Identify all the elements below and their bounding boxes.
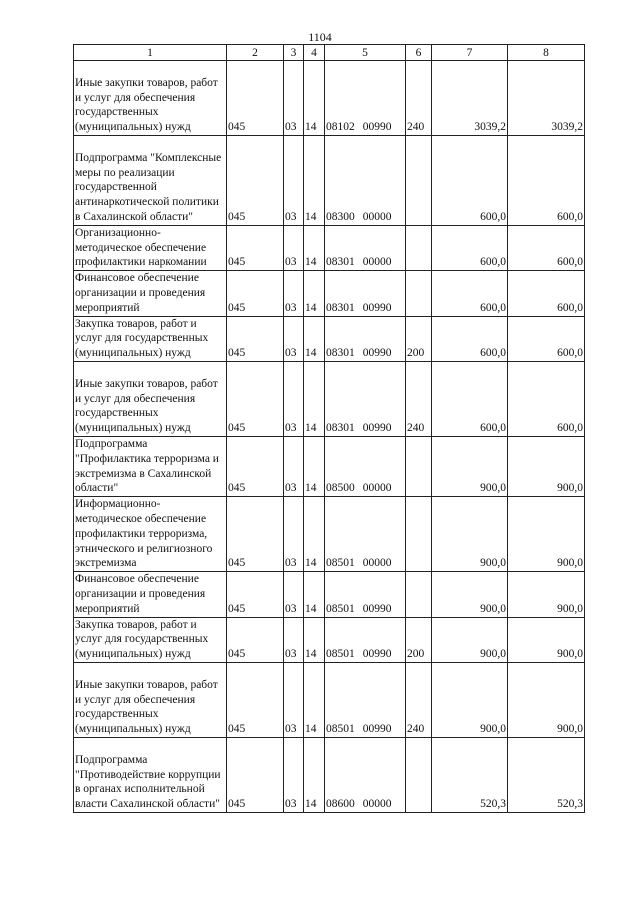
row-col5-cell (325, 61, 406, 136)
row-col5-cell (325, 271, 406, 316)
row-col8-cell: 600,0 (508, 136, 585, 226)
target-article-code: 08301 (326, 301, 355, 314)
row-col8-cell: 900,0 (508, 662, 585, 737)
expense-direction-code: 00990 (362, 422, 392, 435)
row-col3-cell: 03 (284, 61, 304, 136)
row-name-cell: Организационно-методическое обеспечение профилактики наркомании (74, 225, 227, 270)
row-name-cell: Подпрограмма "Комплексные меры по реализации государственной антинаркотической политики в Сахалинской области" (74, 136, 227, 226)
row-col5-cell (325, 136, 406, 226)
row-col7-cell: 600,0 (432, 225, 508, 270)
row-col8-cell: 600,0 (508, 225, 585, 270)
target-article-code: 08501 (326, 723, 355, 736)
row-col2-cell: 045 (227, 271, 284, 316)
row-col3-cell: 03 (284, 617, 304, 662)
row-col5-cell (325, 225, 406, 270)
row-col3-cell: 03 (284, 497, 304, 572)
row-col6-cell (406, 572, 432, 617)
row-col7-cell: 600,0 (432, 271, 508, 316)
row-col6-cell: 240 (406, 361, 432, 436)
table-row (74, 497, 585, 572)
budget-table (73, 44, 585, 813)
row-col7-cell: 600,0 (432, 361, 508, 436)
row-col8-cell: 900,0 (508, 497, 585, 572)
column-header-2: 2 (227, 45, 284, 61)
row-col6-cell (406, 497, 432, 572)
table-row (74, 662, 585, 737)
row-col6-cell: 240 (406, 61, 432, 136)
row-col6-cell (406, 136, 432, 226)
row-col5-cell (325, 497, 406, 572)
row-col7-cell: 900,0 (432, 572, 508, 617)
row-col7-cell: 900,0 (432, 436, 508, 496)
expense-direction-code: 00990 (362, 602, 392, 615)
table-row (74, 225, 585, 270)
expense-direction-code: 00990 (362, 121, 392, 134)
target-article-code: 08501 (326, 602, 355, 615)
row-col3-cell: 03 (284, 662, 304, 737)
row-col4-cell: 14 (304, 436, 325, 496)
header-row (74, 45, 585, 61)
row-col7-cell: 3039,2 (432, 61, 508, 136)
target-article-code: 08600 (326, 798, 355, 811)
row-col4-cell: 14 (304, 225, 325, 270)
row-name-cell: Закупка товаров, работ и услуг для государственных (муниципальных) нужд (74, 617, 227, 662)
target-article-code: 08500 (326, 482, 355, 495)
row-col2-cell: 045 (227, 61, 284, 136)
table-row (74, 61, 585, 136)
target-article-code: 08102 (326, 121, 355, 134)
row-col2-cell: 045 (227, 436, 284, 496)
row-col4-cell: 14 (304, 572, 325, 617)
row-col4-cell: 14 (304, 662, 325, 737)
table-row (74, 572, 585, 617)
row-name-cell: Иные закупки товаров, работ и услуг для обеспечения государственных (муниципальных) нужд (74, 361, 227, 436)
table-row (74, 271, 585, 316)
row-col2-cell: 045 (227, 497, 284, 572)
row-name-cell: Закупка товаров, работ и услуг для государственных (муниципальных) нужд (74, 316, 227, 361)
row-col8-cell: 600,0 (508, 316, 585, 361)
expense-direction-code: 00000 (362, 482, 392, 495)
row-col3-cell: 03 (284, 225, 304, 270)
expense-direction-code: 00000 (362, 256, 392, 269)
row-col5-cell (325, 316, 406, 361)
target-article-code: 08501 (326, 557, 355, 570)
target-article-code: 08301 (326, 422, 355, 435)
table-row (74, 617, 585, 662)
target-article-code: 08501 (326, 648, 355, 661)
row-col6-cell (406, 225, 432, 270)
table-row (74, 737, 585, 812)
column-header-4: 4 (304, 45, 325, 61)
row-name-cell: Иные закупки товаров, работ и услуг для обеспечения государственных (муниципальных) нужд (74, 662, 227, 737)
expense-direction-code: 00990 (362, 723, 392, 736)
row-col3-cell: 03 (284, 572, 304, 617)
row-col3-cell: 03 (284, 436, 304, 496)
expense-direction-code: 00000 (362, 557, 392, 570)
row-name-cell: Иные закупки товаров, работ и услуг для обеспечения государственных (муниципальных) нужд (74, 61, 227, 136)
row-col7-cell: 600,0 (432, 136, 508, 226)
expense-direction-code: 00990 (362, 648, 392, 661)
row-col4-cell: 14 (304, 136, 325, 226)
row-col7-cell: 900,0 (432, 617, 508, 662)
row-col5-cell (325, 361, 406, 436)
expense-direction-code: 00990 (362, 347, 392, 360)
column-header-5: 5 (325, 45, 406, 61)
target-article-code: 08301 (326, 256, 355, 269)
row-col8-cell: 3039,2 (508, 61, 585, 136)
row-col8-cell: 900,0 (508, 572, 585, 617)
row-col3-cell: 03 (284, 361, 304, 436)
row-col2-cell: 045 (227, 572, 284, 617)
row-col6-cell (406, 436, 432, 496)
target-article-code: 08300 (326, 211, 355, 223)
row-col6-cell: 200 (406, 316, 432, 361)
row-col4-cell: 14 (304, 737, 325, 812)
table-row (74, 316, 585, 361)
row-name-cell: Финансовое обеспечение организации и проведения мероприятий (74, 271, 227, 316)
row-col4-cell: 14 (304, 617, 325, 662)
row-col4-cell: 14 (304, 316, 325, 361)
row-col8-cell: 600,0 (508, 361, 585, 436)
row-col3-cell: 03 (284, 737, 304, 812)
row-col7-cell: 900,0 (432, 497, 508, 572)
column-header-8: 8 (508, 45, 585, 61)
row-col2-cell: 045 (227, 662, 284, 737)
row-name-cell: Подпрограмма "Противодействие коррупции в органах исполнительной власти Сахалинской области" (74, 737, 227, 812)
expense-direction-code: 00990 (362, 301, 392, 314)
row-col7-cell: 520,3 (432, 737, 508, 812)
row-col6-cell: 200 (406, 617, 432, 662)
row-col5-cell (325, 436, 406, 496)
row-col3-cell: 03 (284, 136, 304, 226)
row-col4-cell: 14 (304, 497, 325, 572)
row-col2-cell: 045 (227, 225, 284, 270)
table-row (74, 436, 585, 496)
table-row (74, 136, 585, 226)
row-col6-cell (406, 271, 432, 316)
row-col4-cell: 14 (304, 271, 325, 316)
row-col3-cell: 03 (284, 316, 304, 361)
row-name-cell: Подпрограмма "Профилактика терроризма и экстремизма в Сахалинской области" (74, 436, 227, 496)
row-col8-cell: 900,0 (508, 436, 585, 496)
table-body (74, 61, 585, 813)
table-row (74, 361, 585, 436)
row-col7-cell: 600,0 (432, 316, 508, 361)
row-col7-cell: 900,0 (432, 662, 508, 737)
row-col5-cell (325, 662, 406, 737)
row-col4-cell: 14 (304, 61, 325, 136)
expense-direction-code: 00000 (362, 211, 392, 223)
row-col2-cell: 045 (227, 361, 284, 436)
row-col8-cell: 520,3 (508, 737, 585, 812)
column-header-3: 3 (284, 45, 304, 61)
row-name-cell: Информационно-методическое обеспечение профилактики терроризма, этнического и религиозного экстремизма (74, 497, 227, 572)
column-header-6: 6 (406, 45, 432, 61)
row-col5-cell (325, 737, 406, 812)
row-col2-cell: 045 (227, 316, 284, 361)
row-col5-cell (325, 617, 406, 662)
row-col2-cell: 045 (227, 617, 284, 662)
column-header-7: 7 (432, 45, 508, 61)
page-number: 1104 (308, 30, 332, 44)
expense-direction-code: 00000 (362, 798, 392, 811)
row-col2-cell: 045 (227, 136, 284, 226)
row-name-cell: Финансовое обеспечение организации и проведения мероприятий (74, 572, 227, 617)
row-col8-cell: 600,0 (508, 271, 585, 316)
row-col8-cell: 900,0 (508, 617, 585, 662)
row-col6-cell (406, 737, 432, 812)
row-col4-cell: 14 (304, 361, 325, 436)
row-col5-cell (325, 572, 406, 617)
row-col3-cell: 03 (284, 271, 304, 316)
row-col2-cell: 045 (227, 737, 284, 812)
row-col6-cell: 240 (406, 662, 432, 737)
target-article-code: 08301 (326, 347, 355, 360)
column-header-1: 1 (74, 45, 227, 61)
